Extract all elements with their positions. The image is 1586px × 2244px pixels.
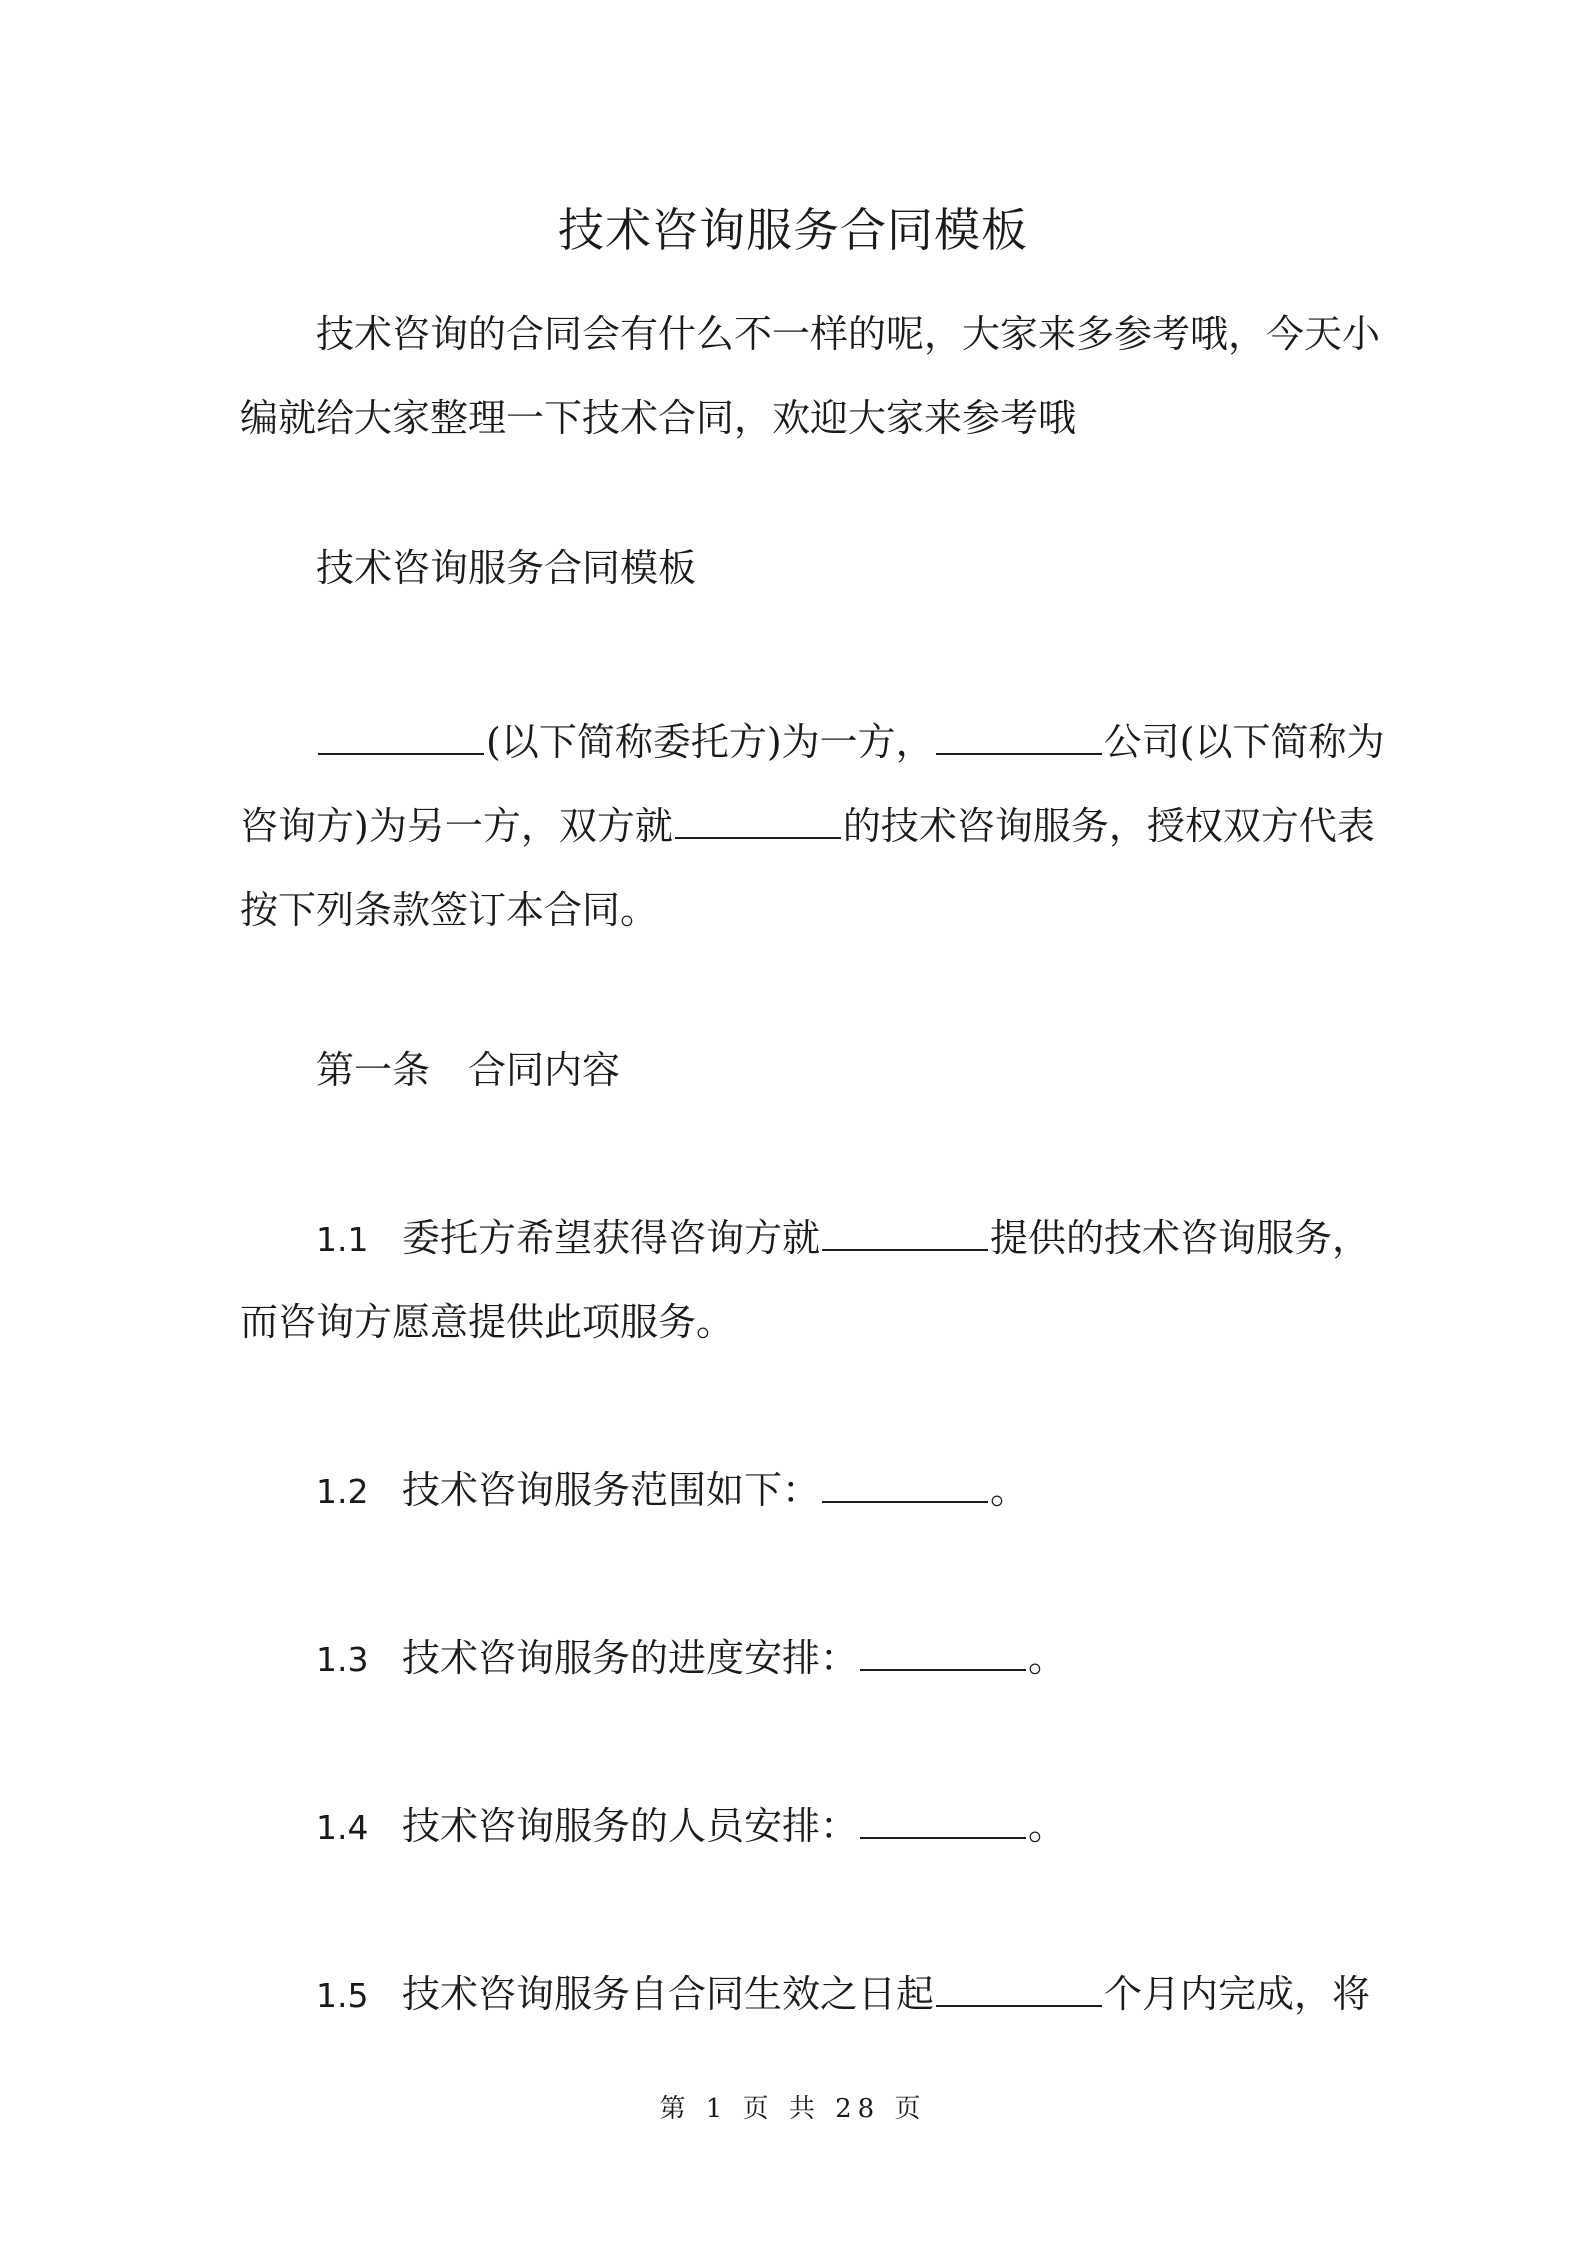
document-title: 技术咨询服务合同模板: [558, 203, 1028, 257]
clause-1-1-line-1: [240, 1196, 1371, 1280]
blank-field-client: [318, 713, 484, 755]
clause-text: 技术咨询服务的人员安排：: [402, 1804, 859, 1848]
clause-1-1: [240, 1196, 1371, 1364]
intro-line-2: 编就给大家整理一下技术合同，欢迎大家来参考哦: [240, 396, 1077, 440]
blank-field-company: [936, 713, 1102, 755]
subtitle: 技术咨询服务合同模板: [316, 546, 697, 590]
blank-field: [822, 1461, 988, 1503]
clause-1-1-line-2: 而咨询方愿意提供此项服务。: [240, 1300, 735, 1344]
article-1-heading-paragraph: [240, 1028, 1360, 1112]
blank-field: [936, 1965, 1102, 2007]
clause-text: 。: [1028, 1636, 1067, 1680]
clause-1-5: [240, 1952, 1371, 2036]
parties-line-2: [240, 784, 1375, 868]
clause-number: 1.4: [316, 1808, 369, 1847]
intro-line-1: 技术咨询的合同会有什么不一样的呢，大家来多参考哦，今天小: [316, 312, 1381, 356]
clause-number: 1.3: [316, 1640, 369, 1679]
clause-text: 委托方希望获得咨询方就: [402, 1216, 821, 1260]
parties-text-2b: 的技术咨询服务，授权双方代表: [842, 804, 1375, 848]
clause-text: 。: [1028, 1804, 1067, 1848]
blank-field-subject: [675, 797, 841, 839]
clause-number: 1.1: [316, 1220, 369, 1259]
clause-text: 。: [990, 1468, 1029, 1512]
parties-line-1: [240, 700, 1385, 784]
blank-field: [860, 1797, 1026, 1839]
clause-text: 技术咨询服务范围如下：: [402, 1468, 821, 1512]
clause-number: 1.2: [316, 1472, 369, 1511]
blank-field: [860, 1629, 1026, 1671]
parties-text-1b: 公司(以下简称为: [1103, 720, 1385, 764]
parties-line-3: 按下列条款签订本合同。: [240, 888, 659, 932]
article-1-heading: 第一条 合同内容: [316, 1048, 621, 1092]
clause-1-2: [240, 1448, 1360, 1532]
clause-1-3: [240, 1616, 1360, 1700]
clause-number: 1.5: [316, 1976, 369, 2015]
page-footer: 第 1 页 共 28 页: [659, 2094, 927, 2124]
parties-text-1a: (以下简称委托方)为一方，: [486, 720, 934, 764]
clause-text: 提供的技术咨询服务，: [990, 1216, 1371, 1260]
clause-1-4: [240, 1784, 1360, 1868]
parties-paragraph: [240, 700, 1385, 952]
clause-text: 技术咨询服务自合同生效之日起: [402, 1972, 935, 2016]
clause-text: 个月内完成，将: [1104, 1972, 1371, 2016]
parties-text-2a: 咨询方)为另一方，双方就: [240, 804, 673, 848]
blank-field: [822, 1209, 988, 1251]
subtitle-paragraph: [240, 526, 1360, 610]
intro-paragraph: [240, 292, 1381, 460]
clause-text: 技术咨询服务的进度安排：: [402, 1636, 859, 1680]
